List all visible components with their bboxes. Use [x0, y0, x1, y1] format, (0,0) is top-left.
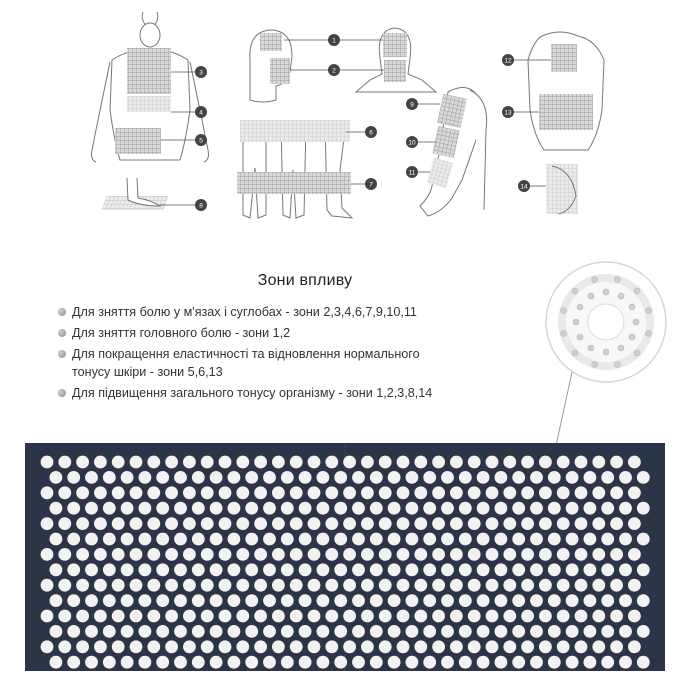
bullet-icon	[58, 389, 66, 397]
zone-badge-9	[406, 98, 418, 110]
bullet-icon	[58, 350, 66, 358]
zone-badge-7	[365, 178, 377, 190]
zone-badge-14	[518, 180, 530, 192]
legend-item	[58, 324, 528, 342]
bullet-icon	[58, 329, 66, 337]
svg-text:8: 8	[199, 202, 203, 210]
zone-badge-1	[328, 34, 340, 46]
applicator-spike-closeup-icon	[546, 262, 666, 382]
bullet-icon	[58, 308, 66, 316]
svg-text:7: 7	[369, 181, 373, 189]
legend-item-text: Для підвищення загального тонусу організму - зони 1,2,3,8,14	[72, 386, 433, 400]
zone-badge-5	[195, 134, 207, 146]
svg-text:11: 11	[408, 169, 416, 177]
zone-badge-11	[406, 166, 418, 178]
zone-badge-10	[406, 136, 418, 148]
zone-badge-12	[502, 54, 514, 66]
legend-item-text: Для зняття головного болю - зони 1,2	[72, 326, 291, 340]
svg-text:14: 14	[520, 183, 528, 191]
zones-title: Зони впливу	[257, 272, 353, 289]
svg-text:9: 9	[410, 101, 414, 109]
zone-badge-6	[365, 126, 377, 138]
legend-item	[58, 345, 528, 381]
svg-text:13: 13	[504, 109, 512, 117]
svg-text:12: 12	[504, 57, 512, 65]
svg-text:3: 3	[199, 69, 203, 77]
zone-badge-13	[502, 106, 514, 118]
svg-text:2: 2	[332, 67, 336, 75]
acupressure-mat	[25, 443, 665, 671]
svg-text:10: 10	[408, 139, 416, 147]
zone-badge-3	[195, 66, 207, 78]
legend-item	[58, 384, 528, 402]
svg-text:6: 6	[369, 129, 373, 137]
zone-badge-2	[328, 64, 340, 76]
zones-legend	[58, 303, 528, 405]
legend-item	[58, 303, 528, 321]
legend-item-text: Для покращення еластичності та відновлення нормального тонусу шкіри - зони 5,6,13	[72, 347, 420, 379]
legend-item-text: Для зняття болю у м'язах і суглобах - зони 2,3,4,6,7,9,10,11	[72, 305, 417, 319]
svg-text:4: 4	[199, 109, 203, 117]
svg-text:1: 1	[332, 37, 336, 45]
svg-text:5: 5	[199, 137, 203, 145]
zone-badge-8	[195, 199, 207, 211]
zone-badge-4	[195, 106, 207, 118]
